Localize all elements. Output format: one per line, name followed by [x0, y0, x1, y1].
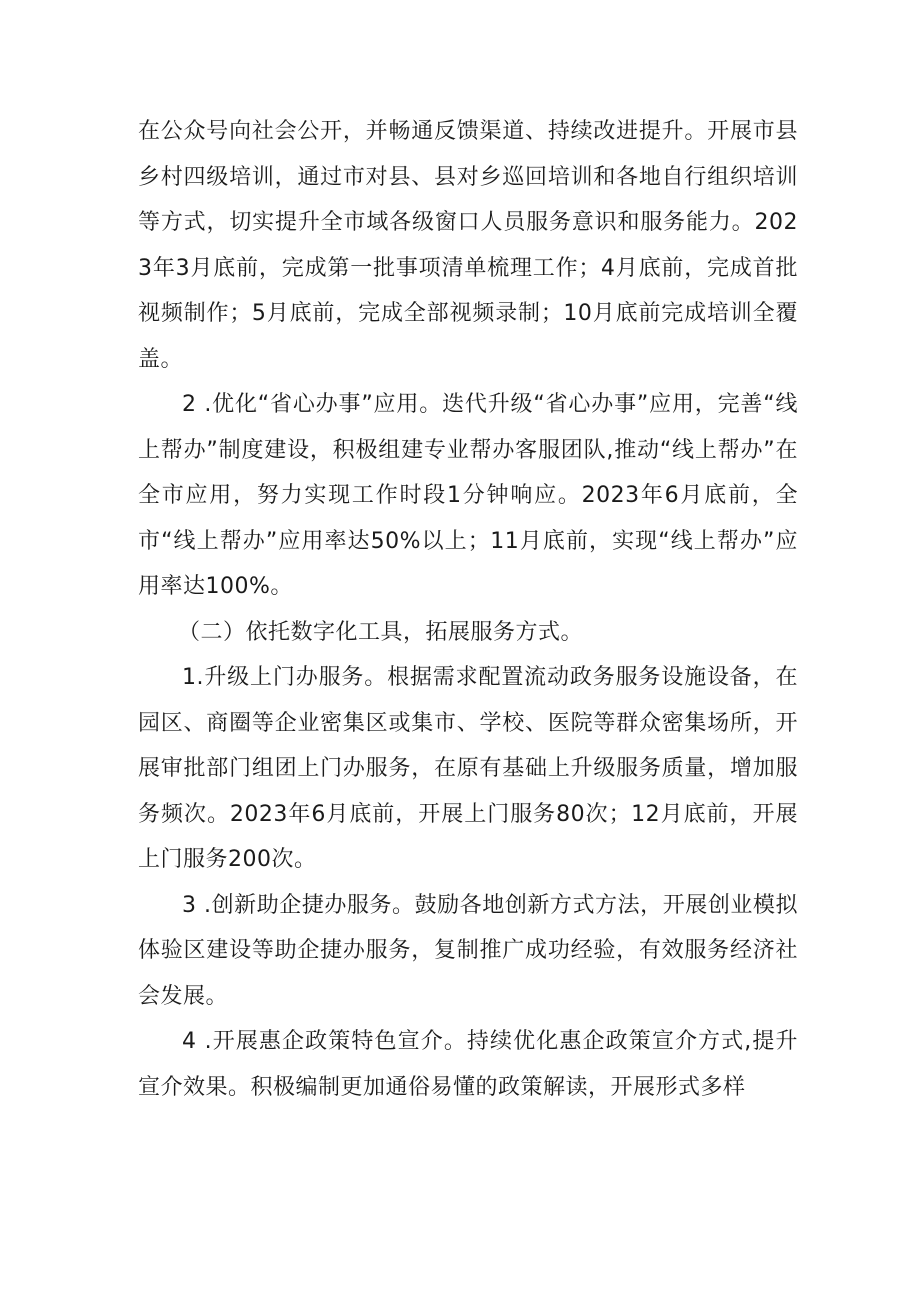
section-heading: （二）依托数字化工具，拓展服务方式。 [178, 619, 584, 645]
paragraph-continuation: 在公众号向社会公开，并畅通反馈渠道、持续改进提升。开展市县乡村四级培训，通过市对县、县对乡巡回培训和各地自行组织培训等方式，切实提升全市域各级窗口人员服务意识和服务能力。2023年3月底前，完成第一批事项清单梳理工作；4月底前，完成首批视频制作；5月底前，完成全部视频录制；10月底前完成培训全覆盖。 [138, 119, 798, 372]
paragraph-item-3: 3 .创新助企捷办服务。鼓励各地创新方式方法，开展创业模拟体验区建设等助企捷办服务，复制推广成功经验，有效服务经济社会发展。 [138, 892, 798, 1009]
paragraph-item-2: 2 .优化“省心办事”应用。迭代升级“省心办事”应用，完善“线上帮办”制度建设，积极组建专业帮办客服团队,推动“线上帮办”在全市应用，努力实现工作时段1分钟响应。2023年6月底前，全市“线上帮办”应用率达50%以上；11月底前，实现“线上帮办”应用率达100%。 [138, 392, 798, 599]
paragraph-item-1: 1.升级上门办服务。根据需求配置流动政务服务设施设备，在园区、商圈等企业密集区或集市、学校、医院等群众密集场所，开展审批部门组团上门办服务，在原有基础上升级服务质量，增加服务频次。2023年6月底前，开展上门服务80次；12月底前，开展上门服务200次。 [138, 665, 798, 872]
paragraph-item-4: 4 .开展惠企政策特色宣介。持续优化惠企政策宣介方式,提升宣介效果。积极编制更加通俗易懂的政策解读，开展形式多样 [138, 1029, 798, 1100]
document-body [138, 109, 798, 1110]
